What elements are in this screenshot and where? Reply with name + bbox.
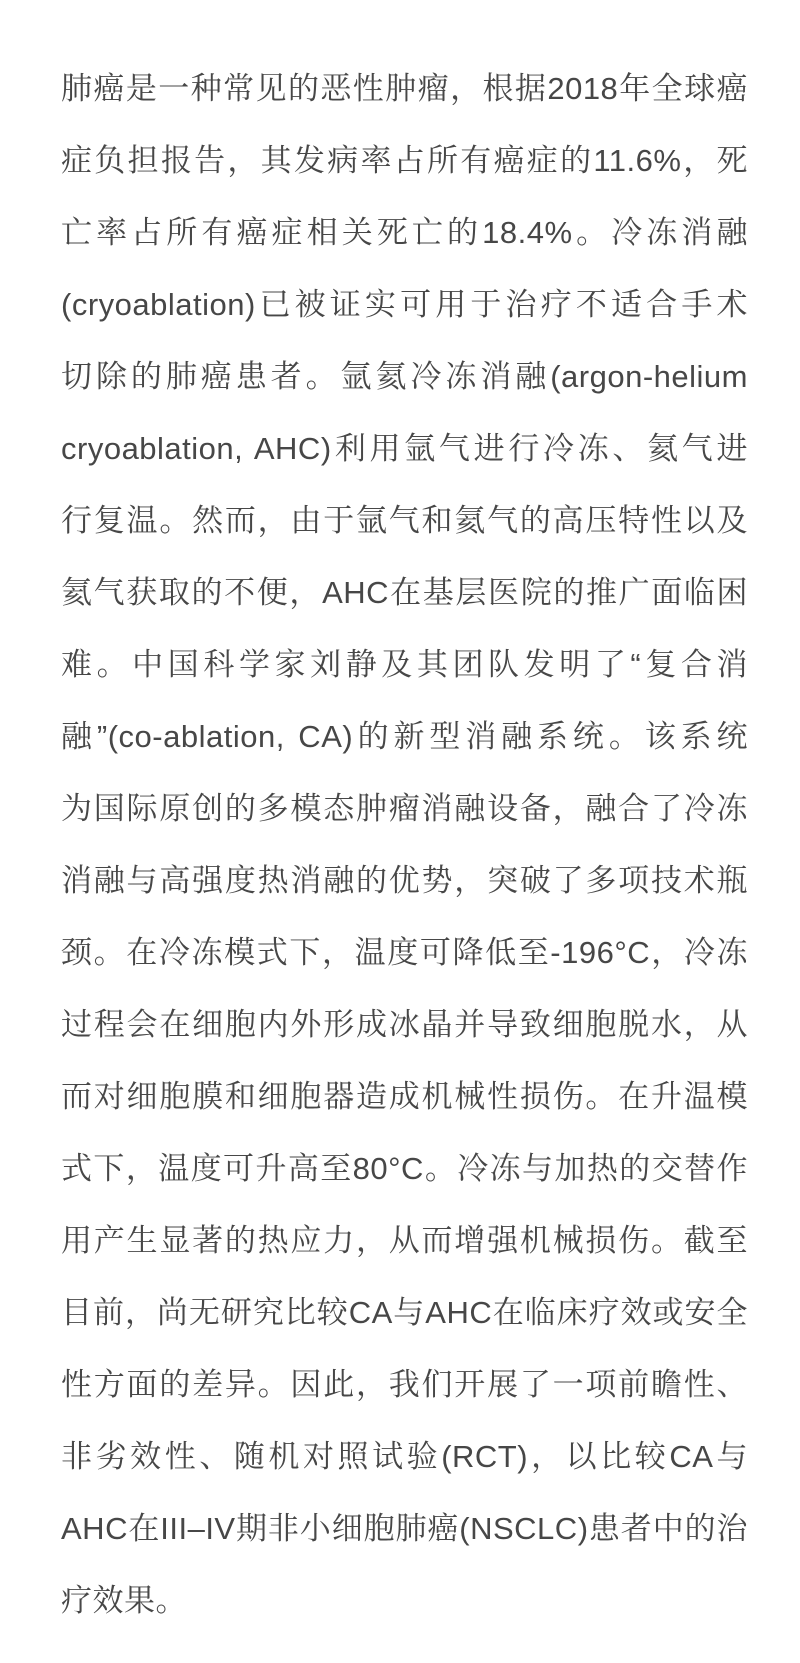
text-line: 症负担报告，其发病率占所有癌症的11.6%，死	[61, 143, 748, 178]
text-line: 颈。在冷冻模式下，温度可降低至-196°C，冷冻	[61, 935, 748, 970]
text-line: 难。中国科学家刘静及其团队发明了“复合消	[61, 647, 748, 682]
text-line: AHC在III–IV期非小细胞肺癌(NSCLC)患者中的治	[61, 1511, 748, 1546]
text-line: 疗效果。	[61, 1583, 187, 1618]
text-line: 非劣效性、随机对照试验(RCT)，以比较CA与	[61, 1439, 748, 1474]
text-line: 过程会在细胞内外形成冰晶并导致细胞脱水，从	[61, 1007, 748, 1042]
intro-paragraph	[61, 53, 748, 1637]
text-line: 消融与高强度热消融的优势，突破了多项技术瓶	[61, 863, 748, 898]
text-line: 行复温。然而，由于氩气和氦气的高压特性以及	[61, 503, 748, 538]
text-line: 目前，尚无研究比较CA与AHC在临床疗效或安全	[61, 1295, 748, 1330]
text-line: 式下，温度可升高至80°C。冷冻与加热的交替作	[61, 1151, 748, 1186]
text-line: 而对细胞膜和细胞器造成机械性损伤。在升温模	[61, 1079, 748, 1114]
text-line: (cryoablation)已被证实可用于治疗不适合手术	[61, 287, 748, 322]
text-line: 切除的肺癌患者。氩氦冷冻消融(argon-helium	[61, 359, 748, 394]
text-line: 肺癌是一种常见的恶性肿瘤，根据2018年全球癌	[61, 71, 748, 106]
text-line: 用产生显著的热应力，从而增强机械损伤。截至	[61, 1223, 748, 1258]
text-line: 性方面的差异。因此，我们开展了一项前瞻性、	[61, 1367, 748, 1402]
text-line: cryoablation, AHC)利用氩气进行冷冻、氦气进	[61, 431, 748, 466]
text-line: 融”(co-ablation, CA)的新型消融系统。该系统	[61, 719, 748, 754]
text-line: 为国际原创的多模态肿瘤消融设备，融合了冷冻	[61, 791, 748, 826]
text-line: 亡率占所有癌症相关死亡的18.4%。冷冻消融	[61, 215, 748, 250]
text-line: 氦气获取的不便，AHC在基层医院的推广面临困	[61, 575, 748, 610]
